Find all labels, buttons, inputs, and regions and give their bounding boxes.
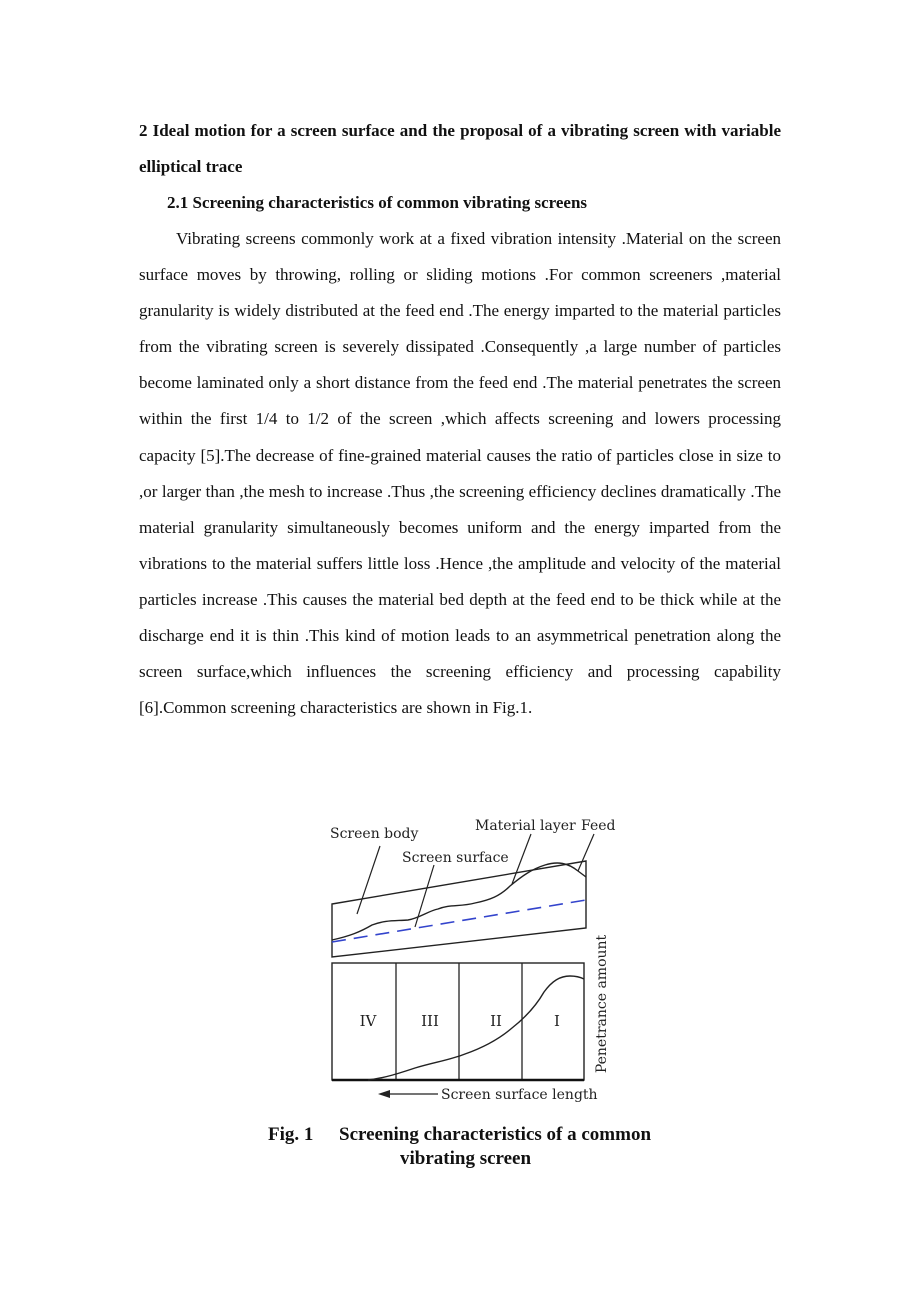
screen-surface-line	[332, 900, 586, 942]
penetrance-amount-label: Penetrance amount	[594, 934, 610, 1074]
feed-label: Feed	[581, 818, 616, 834]
figure-caption-line-1: Screening characteristics of a common	[339, 1124, 652, 1145]
figure-caption-line-2: vibrating screen	[400, 1148, 532, 1169]
zone-label-iii: III	[421, 1012, 439, 1030]
zone-label-iv: IV	[359, 1012, 377, 1030]
figure-1	[260, 810, 680, 1110]
screen-surface-pointer	[415, 865, 434, 927]
screen-surface-length-label: Screen surface length	[441, 1087, 598, 1103]
zone-label-i: I	[554, 1012, 560, 1030]
section-heading: 2 Ideal motion for a screen surface and the proposal of a vibrating screen with variable elliptical trace	[139, 121, 781, 176]
screen-body-label: Screen body	[330, 826, 419, 842]
length-arrow-head	[378, 1090, 390, 1098]
zone-label-ii: II	[490, 1012, 502, 1030]
screening-diagram	[260, 810, 680, 1110]
subsection-heading: 2.1 Screening characteristics of common vibrating screens	[167, 193, 588, 212]
penetrance-curve	[368, 976, 584, 1080]
screen-surface-label: Screen surface	[402, 850, 509, 866]
screen-body-pointer	[357, 846, 380, 914]
material-layer-label: Material layer	[475, 818, 576, 834]
body-paragraph: Vibrating screens commonly work at a fixed vibration intensity .Material on the screen surface moves by throwing, rolling or sliding motions .For common screeners ,material granularity is widely distributed at the feed end .The energy imparted to the material particles from the vibrating screen is severely dissipated .Consequently ,a large number of particles become laminated only a short distance from the feed end .The material penetrates the screen within the first 1/4 to 1/2 of the screen ,which affects screening and lowers processing capacity [5].The decrease of fine-grained material causes the ratio of particles close in size to ,or larger than ,the mesh to increase .Thus ,the screening efficiency declines dramatically .The material granularity simultaneously becomes uniform and the energy imparted from the vibrations to the material suffers little loss .Hence ,the amplitude and velocity of the material particles increase .This causes the material bed depth at the feed end to be thick while at the discharge end it is thin .This kind of motion leads to an asymmetrical penetration along the screen surface,which influences the screening efficiency and processing capability [6].Common screening characteristics are shown in Fig.1.	[139, 229, 781, 718]
figure-number: Fig. 1	[268, 1124, 314, 1145]
